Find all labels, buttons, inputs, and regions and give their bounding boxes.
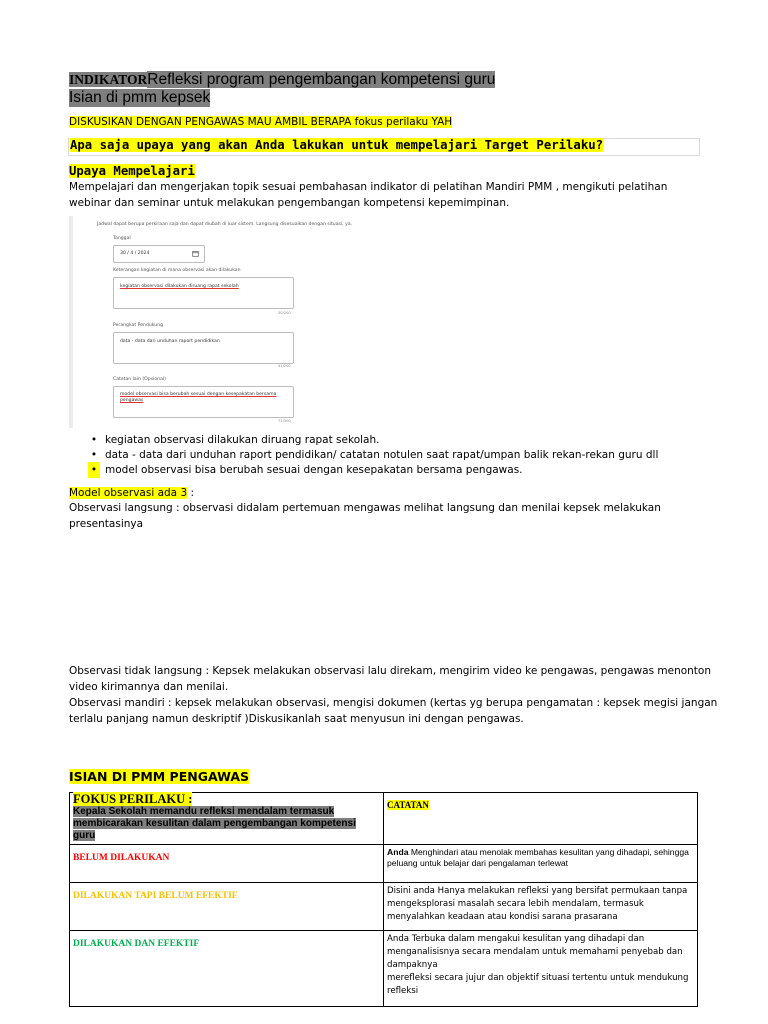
- focus-text: Kepala Sekolah memandu refleksi mendalam termasuk membicarakan kesulitan dalam pengembangan kompetensi guru: [73, 806, 356, 841]
- catatan-cell: [384, 793, 698, 845]
- table-row: [70, 883, 698, 931]
- title-text: Refleksi program pengembangan kompetensi guru: [147, 71, 496, 88]
- document-title: [69, 70, 495, 89]
- question-text: Apa saja upaya yang akan Anda lakukan untuk mempelajari Target Perilaku?: [70, 138, 604, 152]
- list-item: • model observasi bisa berubah sesuai dengan kesepakatan bersama pengawas.: [88, 462, 728, 477]
- bullet-icon: •: [88, 462, 100, 478]
- date-label: Tanggal: [113, 236, 131, 241]
- tools-count: 41/200: [278, 364, 291, 368]
- table-row: BELUM DILAKUKAN Anda Menghindari atau menolak membahas kesulitan yang dihadapi, sehingga peluang untuk belajar dari pengalaman terlewat: [70, 845, 698, 883]
- form-intro: Jadwal dapat berupa perkiraan saja dan dapat diubah di luar sistem. Langsung disesuaikan dengan situasi, ya.: [97, 222, 353, 227]
- focus-cell: [70, 793, 384, 845]
- location-count: 50/200: [278, 311, 291, 315]
- form-screenshot: [69, 216, 368, 428]
- notes-textarea[interactable]: model observasi bisa berubah sesuai dengan kesepakatan bersama pengawas: [113, 386, 294, 418]
- diskusi-note: DISKUSIKAN DENGAN PENGAWAS MAU AMBIL BERAPA fokus perilaku YAH: [69, 116, 453, 128]
- notes-count: 72/300: [278, 419, 291, 423]
- document-subtitle: Isian di pmm kepsek: [69, 89, 211, 106]
- table-row: [70, 931, 698, 1007]
- row-note-2: merefleksi secara jujur dan objektif situasi tertentu untuk mendukung refleksi: [387, 973, 689, 996]
- pmm-pengawas-heading: ISIAN DI PMM PENGAWAS: [69, 769, 249, 784]
- tools-textarea[interactable]: data - data dari unduhan raport pendidikan: [113, 332, 294, 364]
- indikator-label: INDIKATOR: [69, 72, 148, 87]
- focus-label: FOKUS PERILAKU :: [73, 792, 193, 806]
- level-label: BELUM DILAKUKAN: [73, 853, 170, 863]
- tools-label: Perangkat Pendukung: [113, 323, 164, 328]
- location-textarea[interactable]: kegiatan observasi dilakukan diruang rapat sekolah: [113, 277, 294, 309]
- row-note: Anda Terbuka dalam mengakui kesulitan yang dihadapi dan menganalisisnya secara mendalam untuk memahami penyebab dan dampaknya: [387, 934, 683, 970]
- observasi-mandiri: Observasi mandiri : kepsek melakukan observasi, mengisi dokumen (kertas yg berupa pengamatan : kepsek megisi jangan terlalu panjang namun deskriptif )Diskusikanlah saat menyusun ini dengan pengawas.: [69, 697, 718, 725]
- fokus-perilaku-table: [69, 792, 698, 1007]
- date-field[interactable]: 30 / 4 / 2024: [113, 245, 205, 263]
- bullet-icon: •: [90, 434, 98, 446]
- observasi-langsung: Observasi langsung : observasi didalam pertemuan mengawas melihat langsung dan menilai kepsek melakukan presentasinya: [69, 502, 661, 530]
- observasi-tidak-langsung: Observasi tidak langsung : Kepsek melakukan observasi lalu direkam, mengirim video ke pengawas, pengawas menonton video kirimannya dan menilai.: [69, 665, 711, 693]
- location-label: Keterangan kegiatan di mana observasi akan dilakukan: [113, 268, 241, 273]
- level-label: DILAKUKAN DAN EFEKTIF: [73, 939, 200, 949]
- row-note: Menghindari atau menolak membahas kesulitan yang dihadapi, sehingga peluang untuk belajar dari pengalaman terlewat: [387, 847, 689, 868]
- notes-label: Catatan lain (Opsional): [113, 377, 166, 382]
- bullet-icon: •: [90, 449, 98, 461]
- model-observasi-heading: Model observasi ada 3 :: [69, 487, 195, 499]
- row-note: Disini anda Hanya melakukan refleksi yang bersifat permukaan tanpa mengeksplorasi masalah secara lebih mendalam, termasuk menyalahkan keadaan atau kondisi sarana prasarana: [384, 883, 698, 931]
- upaya-paragraph: Mempelajari dan mengerjakan topik sesuai pembahasan indikator di pelatihan Mandiri PMM , mengikuti pelatihan webinar dan seminar untuk melakukan pengembangan kompetensi kepemimpinan.: [69, 181, 668, 209]
- calendar-icon[interactable]: [192, 250, 199, 257]
- observasi-lainnya: [69, 663, 729, 727]
- level-label: DILAKUKAN TAPI BELUM EFEKTIF: [73, 891, 238, 901]
- table-header-row: [70, 793, 698, 845]
- list-item: • data - data dari unduhan raport pendidikan/ catatan notulen saat rapat/umpan balik rekan-rekan guru dll: [88, 447, 728, 462]
- bullet-list: [88, 432, 728, 477]
- catatan-label: CATATAN: [387, 800, 429, 810]
- upaya-heading: Upaya Mempelajari: [69, 164, 195, 178]
- list-item: • kegiatan observasi dilakukan diruang rapat sekolah.: [88, 432, 728, 447]
